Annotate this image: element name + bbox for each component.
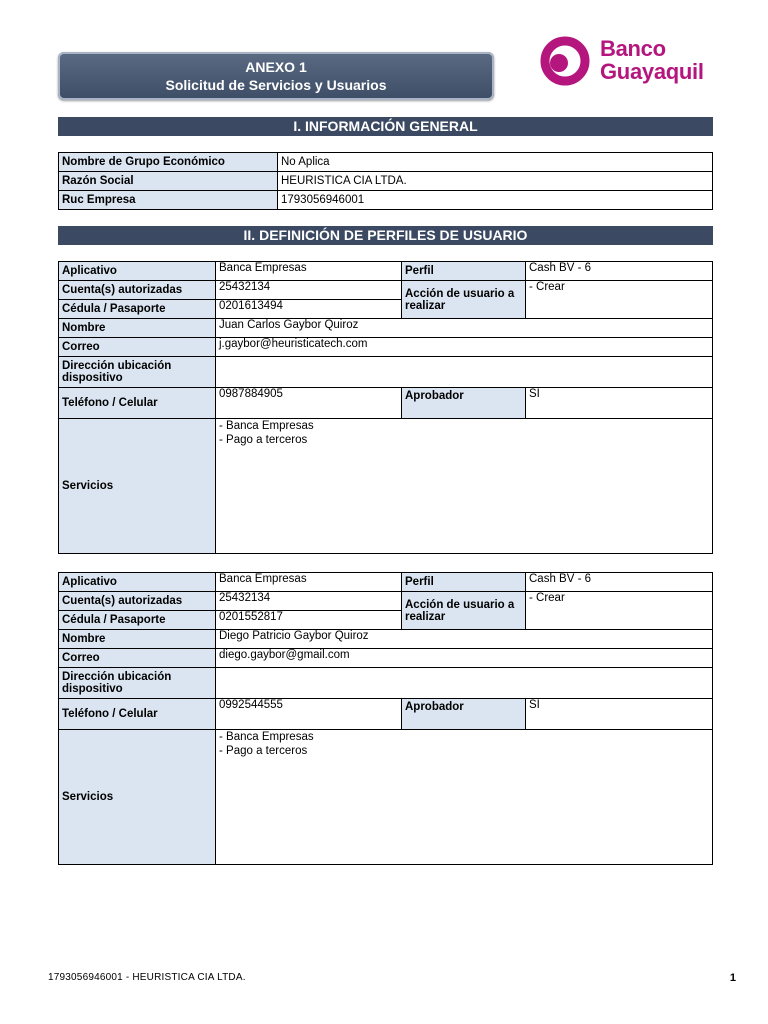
list-item: - Banca Empresas — [219, 731, 314, 743]
label-perfil: Perfil — [402, 573, 526, 592]
label-telefono: Teléfono / Celular — [59, 699, 216, 730]
label-correo: Correo — [59, 338, 216, 357]
value-telefono: 0987884905 — [216, 388, 402, 419]
value-cuentas: 25432134 — [216, 281, 402, 300]
value-accion: - Crear — [526, 592, 713, 630]
label-cedula: Cédula / Pasaporte — [59, 611, 216, 630]
label-razon-social: Razón Social — [59, 172, 278, 191]
value-cedula: 0201552817 — [216, 611, 402, 630]
label-direccion: Dirección ubicación dispositivo — [59, 668, 216, 699]
brand-line1: Banco — [600, 36, 666, 61]
label-aplicativo: Aplicativo — [59, 262, 216, 281]
value-perfil: Cash BV - 6 — [526, 573, 713, 592]
value-aprobador: SI — [526, 699, 713, 730]
value-correo: diego.gaybor@gmail.com — [216, 649, 713, 668]
value-perfil: Cash BV - 6 — [526, 262, 713, 281]
label-cuentas: Cuenta(s) autorizadas — [59, 281, 216, 300]
label-aplicativo: Aplicativo — [59, 573, 216, 592]
label-cuentas: Cuenta(s) autorizadas — [59, 592, 216, 611]
user-profile-table-2 — [58, 572, 713, 865]
value-correo: j.gaybor@heuristicatech.com — [216, 338, 713, 357]
value-aprobador: SI — [526, 388, 713, 419]
label-accion: Acción de usuario a realizar — [402, 281, 526, 319]
label-servicios: Servicios — [59, 730, 216, 865]
value-servicios — [216, 419, 713, 554]
table-row — [59, 172, 713, 191]
value-aplicativo: Banca Empresas — [216, 573, 402, 592]
label-accion: Acción de usuario a realizar — [402, 592, 526, 630]
list-item: - Pago a terceros — [219, 434, 308, 446]
label-telefono: Teléfono / Celular — [59, 388, 216, 419]
brand-ring-icon — [538, 34, 592, 88]
list-item: - Pago a terceros — [219, 745, 308, 757]
value-servicios — [216, 730, 713, 865]
section-general-info-title: I. INFORMACIÓN GENERAL — [58, 117, 713, 136]
label-correo: Correo — [59, 649, 216, 668]
footer-company: 1793056946001 - HEURISTICA CIA LTDA. — [48, 972, 246, 983]
section-user-profiles-title: II. DEFINICIÓN DE PERFILES DE USUARIO — [58, 226, 713, 245]
document-subtitle: Solicitud de Servicios y Usuarios — [165, 77, 387, 93]
label-direccion: Dirección ubicación dispositivo — [59, 357, 216, 388]
label-nombre: Nombre — [59, 630, 216, 649]
document-header — [58, 52, 494, 100]
list-item: - Banca Empresas — [219, 420, 314, 432]
brand-line2: Guayaquil — [600, 59, 704, 84]
label-servicios: Servicios — [59, 419, 216, 554]
value-ruc-empresa: 1793056946001 — [278, 191, 713, 210]
label-ruc-empresa: Ruc Empresa — [59, 191, 278, 210]
value-direccion — [216, 357, 713, 388]
label-nombre: Nombre — [59, 319, 216, 338]
banco-guayaquil-logo — [538, 34, 738, 88]
value-accion: - Crear — [526, 281, 713, 319]
label-aprobador: Aprobador — [402, 388, 526, 419]
document-title: ANEXO 1 — [245, 59, 307, 75]
user-profile-table-1 — [58, 261, 713, 554]
label-perfil: Perfil — [402, 262, 526, 281]
table-row — [59, 191, 713, 210]
label-grupo-economico: Nombre de Grupo Económico — [59, 153, 278, 172]
page-number: 1 — [729, 972, 736, 984]
table-row — [59, 153, 713, 172]
value-grupo-economico: No Aplica — [278, 153, 713, 172]
value-direccion — [216, 668, 713, 699]
value-nombre: Diego Patricio Gaybor Quiroz — [216, 630, 713, 649]
label-cedula: Cédula / Pasaporte — [59, 300, 216, 319]
value-razon-social: HEURISTICA CIA LTDA. — [278, 172, 713, 191]
value-cedula: 0201613494 — [216, 300, 402, 319]
value-telefono: 0992544555 — [216, 699, 402, 730]
value-cuentas: 25432134 — [216, 592, 402, 611]
value-nombre: Juan Carlos Gaybor Quiroz — [216, 319, 713, 338]
label-aprobador: Aprobador — [402, 699, 526, 730]
value-aplicativo: Banca Empresas — [216, 262, 402, 281]
general-info-table — [58, 152, 713, 210]
